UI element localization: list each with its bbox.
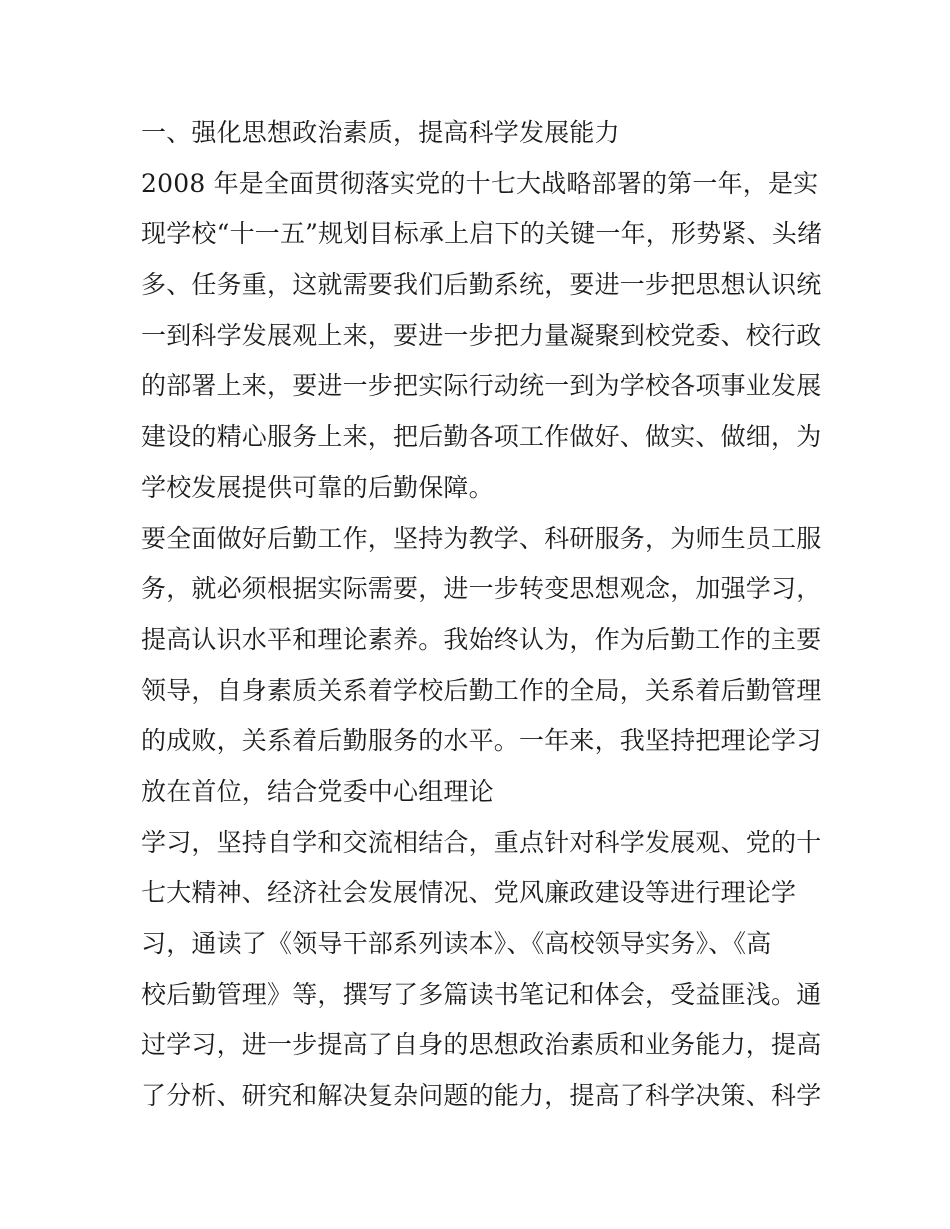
text-line: 务，就必须根据实际需要，进一步转变思想观念，加强学习， <box>141 574 822 604</box>
text-line: 提高认识水平和理论素养。我始终认为，作为后勤工作的主要 <box>141 624 822 654</box>
text-line: 校后勤管理》等，撰写了多篇读书笔记和体会，受益匪浅。通 <box>141 979 822 1009</box>
text-line: 习，通读了《领导干部系列读本》、《高校领导实务》、《高 <box>141 929 772 958</box>
text-line: 领导，自身素质关系着学校后勤工作的全局，关系着后勤管理 <box>141 675 822 705</box>
document-body <box>141 108 823 1122</box>
text-line: 多、任务重，这就需要我们后勤系统，要进一步把思想认识统 <box>141 270 822 300</box>
text-line: 2008 年是全面贯彻落实党的十七大战略部署的第一年，是实 <box>141 168 819 198</box>
text-line: 现学校“十一五”规划目标承上启下的关键一年，形势紧、头绪 <box>141 219 823 249</box>
text-line: 了分析、研究和解决复杂问题的能力，提高了科学决策、科学 <box>141 1081 822 1111</box>
text-line: 放在首位，结合党委中心组理论 <box>141 776 494 806</box>
text-line: 过学习，进一步提高了自身的思想政治素质和业务能力，提高 <box>141 1030 822 1060</box>
text-line: 的成败，关系着后勤服务的水平。一年来，我坚持把理论学习 <box>141 726 822 756</box>
text-line: 建设的精心服务上来，把后勤各项工作做好、做实、做细，为 <box>141 422 822 452</box>
text-line: 学校发展提供可靠的后勤保障。 <box>141 472 494 502</box>
text-line: 学习，坚持自学和交流相结合，重点针对科学发展观、党的十 <box>141 827 822 857</box>
text-line: 七大精神、经济社会发展情况、党风廉政建设等进行理论学 <box>141 878 797 908</box>
text-line: 要全面做好后勤工作，坚持为教学、科研服务，为师生员工服 <box>141 523 822 553</box>
section-heading: 一、强化思想政治素质，提高科学发展能力 <box>141 118 620 147</box>
text-line: 的部署上来，要进一步把实际行动统一到为学校各项事业发展 <box>141 371 822 401</box>
text-line: 一到科学发展观上来，要进一步把力量凝聚到校党委、校行政 <box>141 320 822 350</box>
